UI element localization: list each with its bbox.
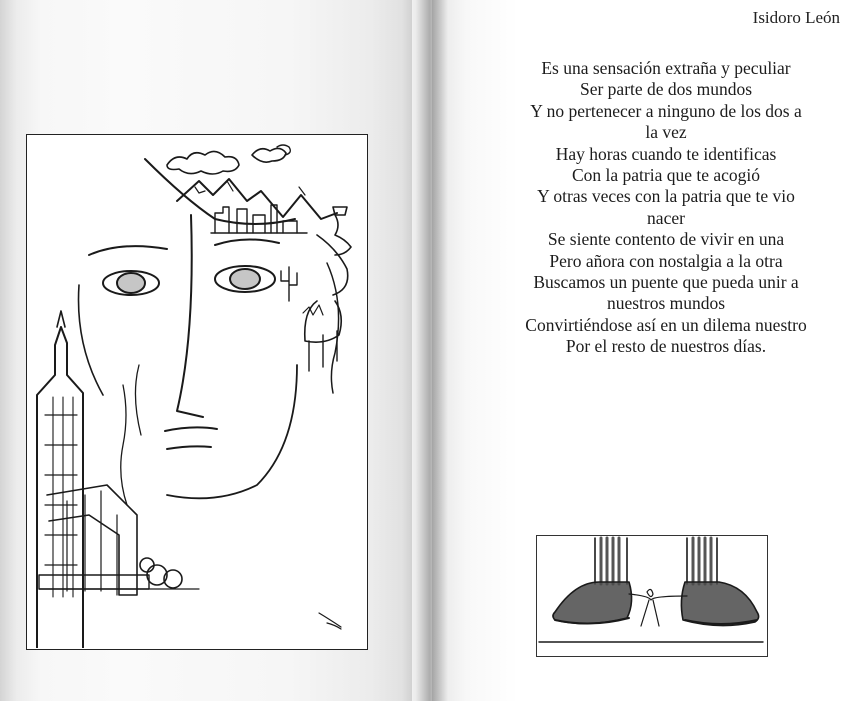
book-gutter-shadow <box>402 0 448 701</box>
shoes-tied-illustration <box>536 535 768 657</box>
poem-line: Por el resto de nuestros días. <box>565 336 767 357</box>
face-city-illustration <box>26 134 368 650</box>
shoes-drawing <box>537 536 766 655</box>
poem-line: la vez <box>645 122 687 143</box>
poem-line: Se siente contento de vivir en una <box>547 229 785 250</box>
sketch-drawing <box>27 135 366 648</box>
poem-line: Ser parte de dos mundos <box>579 79 753 100</box>
poem-line: Es una sensación extraña y peculiar <box>541 58 791 78</box>
poem-line: Pero añora con nostalgia a la otra <box>549 250 783 271</box>
poem-line: Y otras veces con la patria que te vio <box>537 186 795 207</box>
poem-line: nuestros mundos <box>606 293 726 314</box>
poem-line: Convirtiéndose así en un dilema nuestro <box>525 314 807 335</box>
poem-line: Y no pertenecer a ninguno de los dos a <box>530 100 802 121</box>
poem-line: Hay horas cuando te identificas <box>555 143 777 164</box>
author-name: Isidoro León <box>752 8 840 27</box>
poem-line: nacer <box>647 207 685 228</box>
poem-line: Con la patria que te acogió <box>571 165 761 186</box>
poem-line: Buscamos un puente que pueda unir a <box>533 272 799 293</box>
poem-text <box>476 58 856 358</box>
